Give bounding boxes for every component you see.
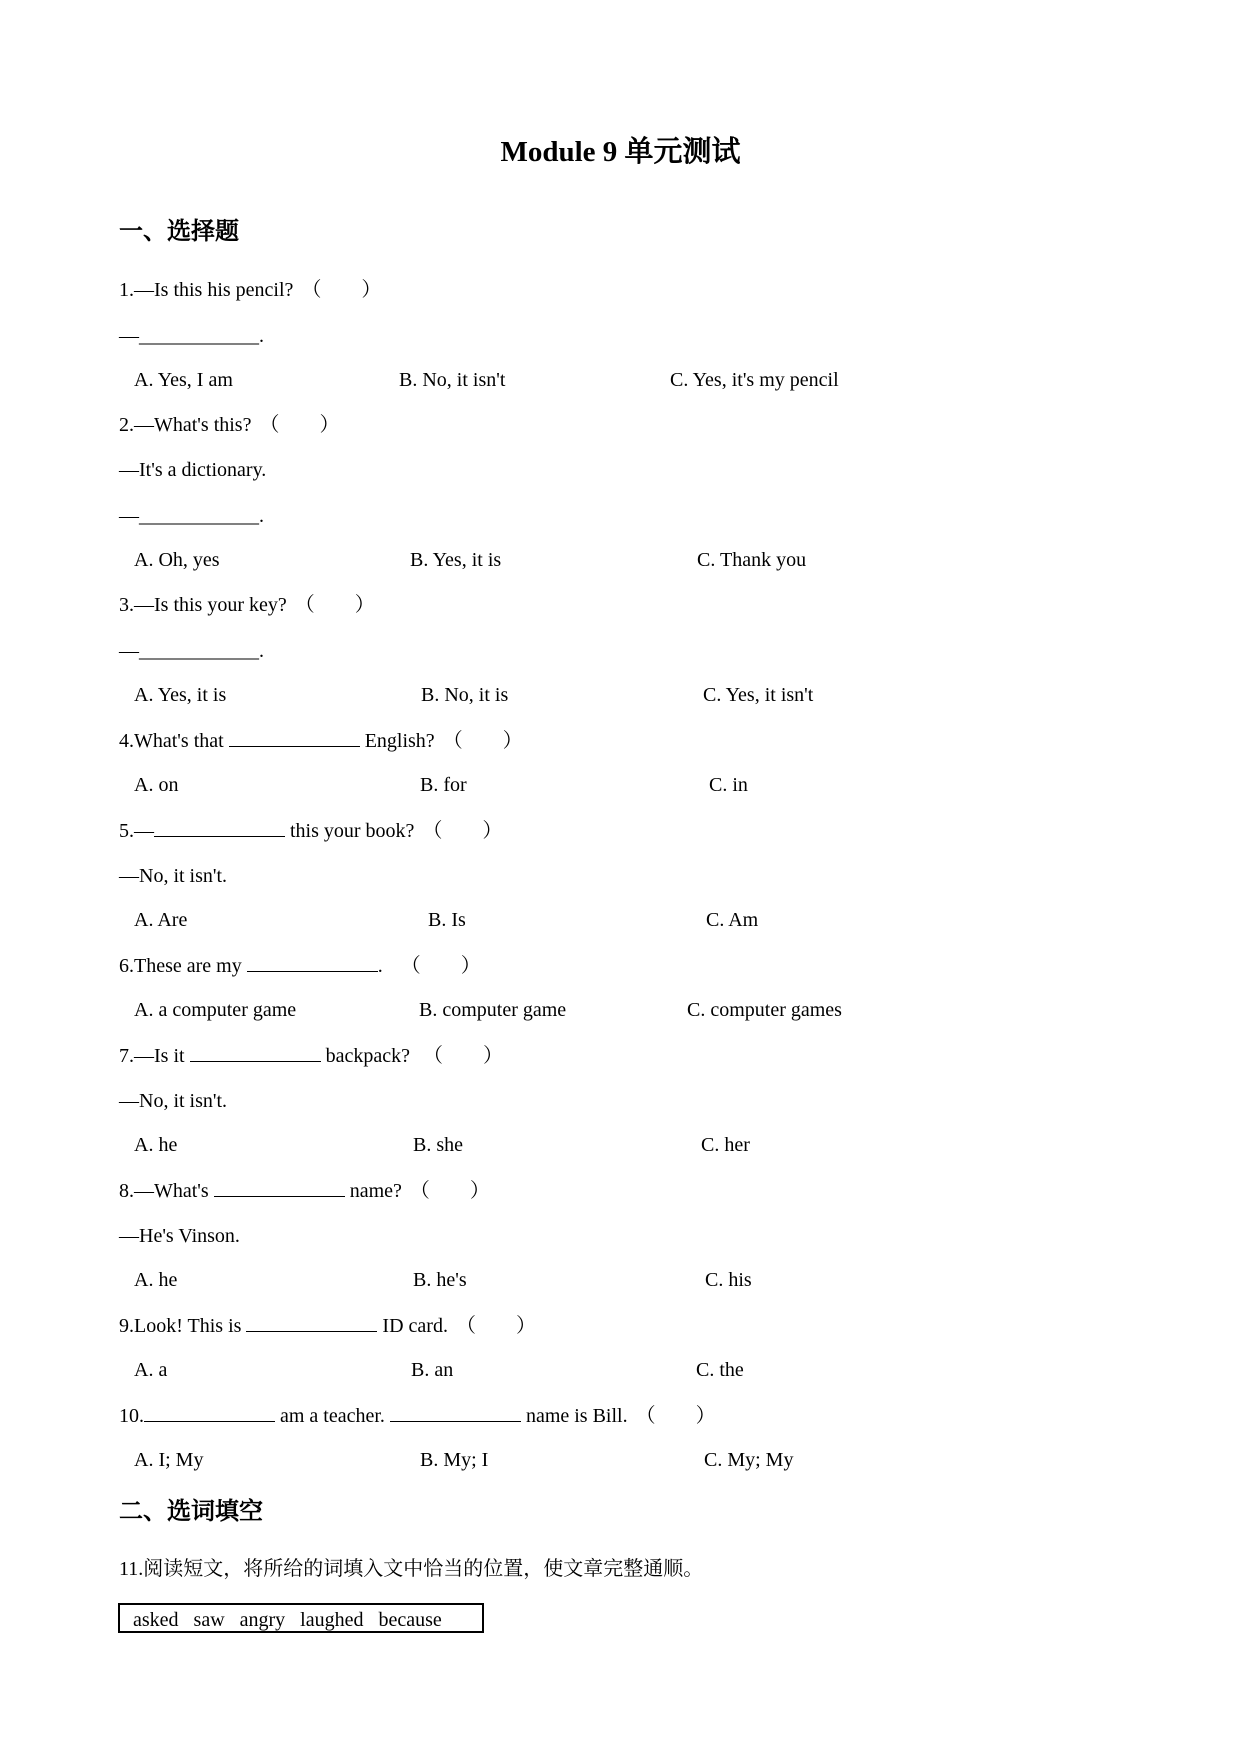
option-c: C. Thank you	[697, 549, 807, 571]
option-b: B. Is	[428, 909, 466, 931]
option-b: B. for	[420, 774, 467, 796]
question-1-options	[134, 366, 1034, 394]
option-b: B. she	[413, 1134, 463, 1156]
question-1-answer-line: —____________.	[119, 325, 264, 347]
question-1-stem: 1.—Is this his pencil? （ ）	[119, 279, 382, 301]
option-b: B. an	[411, 1359, 454, 1381]
option-b: B. No, it is	[421, 684, 509, 706]
option-a: A. Yes, it is	[134, 684, 227, 706]
option-a: A. Yes, I am	[134, 369, 233, 391]
option-a: A. a	[134, 1359, 168, 1381]
option-c: C. Yes, it isn't	[703, 684, 814, 706]
option-a: A. Are	[134, 909, 188, 931]
question-3-stem: 3.—Is this your key? （ ）	[119, 594, 375, 616]
answer-blank	[247, 951, 378, 972]
question-5-dialogue-line: —No, it isn't.	[119, 865, 228, 887]
option-a: A. Oh, yes	[134, 549, 220, 571]
section-heading-fill: 二、选词填空	[119, 1499, 263, 1525]
question-7-dialogue-line: —No, it isn't.	[119, 1090, 228, 1112]
question-8-dialogue-line: —He's Vinson.	[119, 1225, 240, 1247]
question-2-answer-line: —____________.	[119, 505, 264, 527]
question-9-stem: 9.Look! This is ID card. （ ）	[119, 1311, 536, 1340]
question-3-answer-line: —____________.	[119, 640, 264, 662]
option-b: B. computer game	[419, 999, 567, 1021]
option-b: B. My; I	[420, 1449, 489, 1471]
option-c: C. computer games	[687, 999, 842, 1021]
option-c: C. Yes, it's my pencil	[670, 369, 839, 391]
question-2-dialogue-line: —It's a dictionary.	[119, 459, 267, 481]
option-b: B. Yes, it is	[410, 549, 502, 571]
question-5-options	[134, 906, 1034, 934]
question-6-options	[134, 996, 1034, 1024]
answer-blank	[154, 816, 285, 837]
option-a: A. a computer game	[134, 999, 297, 1021]
answer-blank	[390, 1401, 521, 1422]
question-2-stem: 2.—What's this? （ ）	[119, 414, 340, 436]
question-6-stem: 6.These are my . （ ）	[119, 951, 481, 980]
option-a: A. I; My	[134, 1449, 204, 1471]
question-5-stem: 5.— this your book? （ ）	[119, 816, 502, 845]
option-b: B. No, it isn't	[399, 369, 506, 391]
question-4-options	[134, 771, 1034, 799]
answer-blank	[229, 726, 360, 747]
page-title: Module 9 单元测试	[500, 136, 741, 168]
answer-blank	[214, 1176, 345, 1197]
option-c: C. her	[701, 1134, 750, 1156]
question-8-stem: 8.—What's name? （ ）	[119, 1176, 490, 1205]
answer-blank	[144, 1401, 275, 1422]
question-4-stem: 4.What's that English? （ ）	[119, 726, 523, 755]
option-c: C. My; My	[704, 1449, 794, 1471]
question-7-stem: 7.—Is it backpack? （ ）	[119, 1041, 503, 1070]
question-10-stem: 10. am a teacher. name is Bill. （ ）	[119, 1401, 716, 1430]
answer-blank	[190, 1041, 321, 1062]
option-b: B. he's	[413, 1269, 467, 1291]
question-2-options	[134, 546, 1034, 574]
question-7-options	[134, 1131, 1034, 1159]
option-c: C. Am	[706, 909, 759, 931]
option-a: A. he	[134, 1269, 178, 1291]
option-c: C. in	[709, 774, 748, 796]
answer-blank	[246, 1311, 377, 1332]
option-c: C. his	[705, 1269, 752, 1291]
question-3-options	[134, 681, 1034, 709]
word-bank-box: asked saw angry laughed because	[118, 1603, 484, 1633]
section-heading-choice: 一、选择题	[119, 219, 239, 245]
option-c: C. the	[696, 1359, 744, 1381]
option-a: A. on	[134, 774, 179, 796]
question-9-options	[134, 1356, 1034, 1384]
option-a: A. he	[134, 1134, 178, 1156]
question-11-instruction: 11.阅读短文，将所给的词填入文中恰当的位置，使文章完整通顺。	[119, 1558, 704, 1580]
question-10-options	[134, 1446, 1034, 1474]
question-8-options	[134, 1266, 1034, 1294]
